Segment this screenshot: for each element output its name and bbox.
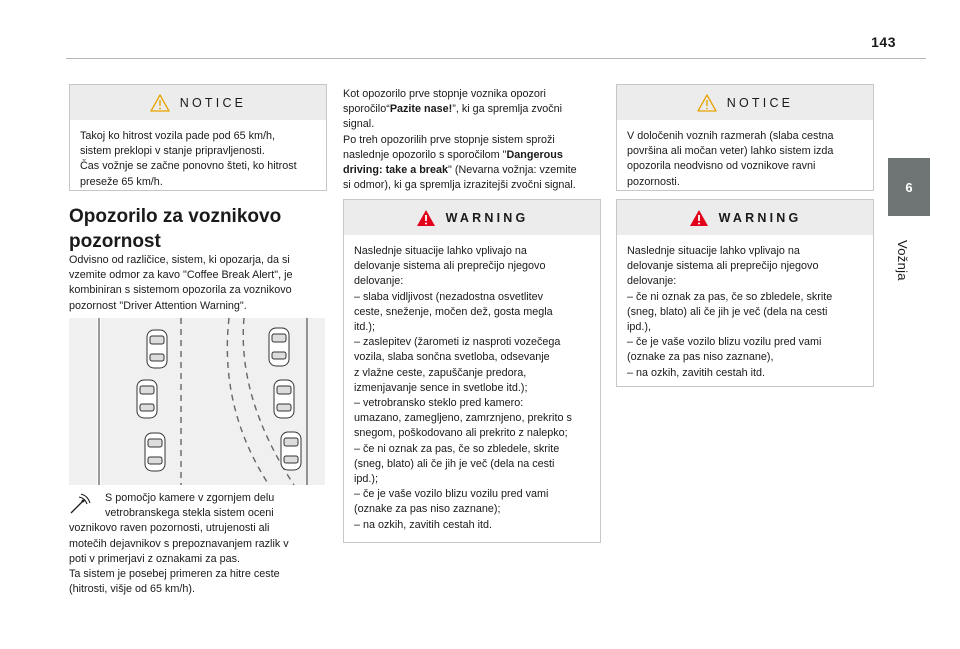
notice-title: NOTICE — [179, 95, 247, 110]
warning-box-right — [616, 199, 874, 387]
warning-line: – če ni oznak za pas, če so zbledele, skrite — [354, 442, 560, 455]
middle-paragraphs — [343, 87, 605, 193]
warning-line: snegom, poškodovano ali prekrito z nalepko; — [354, 427, 568, 440]
notice-title: NOTICE — [726, 95, 794, 110]
warning-line: Naslednje situacije lahko vplivajo na — [354, 245, 527, 257]
intro-line: Odvisno od različice, sistem, ki opozarja, da si — [69, 254, 290, 266]
warning-line: ipd.); — [354, 473, 379, 486]
car-icon — [145, 433, 165, 471]
camera-note-line: (hitrosti, višje od 65 km/h). — [69, 583, 196, 596]
para1-text: sporočilo“ — [343, 103, 390, 116]
warning-line: vozila, slaba sončna svetloba, odsevanje — [354, 351, 550, 364]
warning-line: delovanje: — [627, 275, 677, 288]
car-icon — [281, 432, 301, 470]
intro-line: pozornost "Driver Attention Warning". — [69, 299, 247, 312]
warning-title: WARNING — [445, 210, 529, 225]
warning-header — [617, 200, 873, 235]
warning-line: delovanje sistema ali preprečijo njegovo — [354, 260, 546, 273]
camera-note-line: motečih dejavnikov s prepoznavanjem razlik v — [69, 537, 289, 550]
notice-line: Takoj ko hitrost vozila pade pod 65 km/h, — [80, 130, 276, 142]
warning-line: Naslednje situacije lahko vplivajo na — [627, 245, 800, 257]
warning-line: izmenjavanje sence in svetlobe itd.); — [354, 381, 528, 394]
camera-sensor-icon — [69, 493, 91, 515]
para1-line: Kot opozorilo prve stopnje voznika opozori — [343, 88, 546, 100]
car-icon — [137, 380, 157, 418]
top-divider — [66, 58, 926, 59]
camera-note — [69, 491, 327, 597]
warning-triangle-icon — [416, 209, 436, 227]
warning-line: ceste, sneženje, močen dež, gosta megla — [354, 305, 553, 318]
warning-line: – na ozkih, zavitih cestah itd. — [627, 366, 766, 379]
warning-triangle-icon — [689, 209, 709, 227]
intro-paragraph — [69, 253, 331, 314]
warning-header — [344, 200, 600, 235]
message-pazite-nase: Pazite nase! — [389, 103, 453, 116]
warning-title: WARNING — [718, 210, 802, 225]
notice-box-left — [69, 84, 327, 191]
warning-line: (oznake za pas niso zaznane); — [354, 503, 501, 516]
para1-tail: ”, ki ga spremlja zvočni — [452, 103, 563, 116]
notice-line: opozorila neodvisno od voznikove ravni — [627, 160, 816, 173]
warning-line: – če je vaše vozilo blizu vozilu pred vami — [354, 488, 549, 501]
notice-header — [70, 85, 326, 120]
warning-line: (sneg, blato) ali če jih je več (dela na cesti — [354, 457, 555, 470]
message-take-a-break: driving: take a break — [343, 164, 449, 177]
page-number: 143 — [871, 34, 896, 50]
notice-box-right — [616, 84, 874, 191]
car-icon — [147, 330, 167, 368]
notice-line: preseže 65 km/h. — [80, 175, 163, 188]
chapter-tab[interactable]: 6 — [888, 158, 930, 216]
warning-line: delovanje: — [354, 275, 404, 288]
camera-note-line: Ta sistem je posebej primeren za hitre ceste — [69, 568, 280, 581]
lane-drift-graphic — [69, 318, 325, 485]
lane-illustration — [69, 318, 325, 485]
notice-line: sistem preklopi v stanje pripravljenosti. — [80, 145, 265, 158]
chapter-title: Vožnja — [895, 240, 910, 281]
para2-text: naslednje opozorilo s sporočilom " — [343, 148, 507, 161]
warning-line: ipd.), — [627, 321, 652, 334]
warning-line: (oznake za pas niso zaznane), — [627, 351, 774, 364]
warning-line: (sneg, blato) ali če jih je več (dela na cesti — [627, 305, 828, 318]
warning-line: – če ni oznak za pas, če so zbledele, skrite — [627, 290, 833, 303]
car-icon — [269, 328, 289, 366]
intro-line: vzemite odmor za kavo "Coffee Break Alert", je — [69, 269, 293, 282]
warning-line: itd.); — [354, 321, 375, 334]
section-heading: Opozorilo za voznikovo pozornost — [69, 206, 282, 252]
para2-line: si odmor), ki ga spremlja izrazitejši zvočni signal. — [343, 179, 576, 192]
para2-line — [343, 148, 605, 163]
intro-line: kombiniran s sistemom opozorila za voznikovo — [69, 284, 292, 297]
notice-line: Čas vožnje se začne ponovno šteti, ko hitrost — [80, 160, 297, 173]
notice-header — [617, 85, 873, 120]
message-dangerous: Dangerous — [506, 148, 563, 161]
warning-box-middle — [343, 199, 601, 543]
notice-line: V določenih voznih razmerah (slaba cestna — [627, 130, 834, 142]
para2-tail: " (Nevarna vožnja: vzemite — [448, 164, 577, 177]
camera-note-line: poti v primerjavi z oznakami za pas. — [69, 552, 241, 565]
camera-note-line: voznikovo raven pozornosti, utrujenosti ali — [69, 522, 270, 535]
notice-line: pozornosti. — [627, 175, 680, 188]
para1-line — [343, 102, 605, 117]
warning-line: – slaba vidljivost (nezadostna osvetlitev — [354, 290, 544, 303]
warning-line: delovanje sistema ali preprečijo njegovo — [627, 260, 819, 273]
notice-line: površina ali močan veter) lahko sistem izda — [627, 145, 834, 158]
warning-line: z vlažne ceste, zapuščanje predora, — [354, 366, 527, 379]
car-icon — [274, 380, 294, 418]
warning-line: – zaslepitev (žarometi iz nasproti vozečega — [354, 336, 561, 349]
warning-line: umazano, zamegljeno, zamrznjeno, prekrito s — [354, 412, 572, 425]
camera-note-line: vetrobranskega stekla sistem oceni — [105, 507, 274, 520]
para1-line: signal. — [343, 118, 375, 131]
warning-line: – na ozkih, zavitih cestah itd. — [354, 518, 493, 531]
notice-triangle-icon — [150, 94, 170, 112]
warning-line: – vetrobransko steklo pred kamero: — [354, 397, 524, 410]
notice-triangle-icon — [697, 94, 717, 112]
para2-line: Po treh opozorilih prve stopnje sistem sproži — [343, 133, 555, 146]
warning-line: – če je vaše vozilo blizu vozilu pred vami — [627, 336, 822, 349]
para2-line — [343, 163, 605, 178]
camera-note-line: S pomočjo kamere v zgornjem delu — [105, 492, 275, 504]
